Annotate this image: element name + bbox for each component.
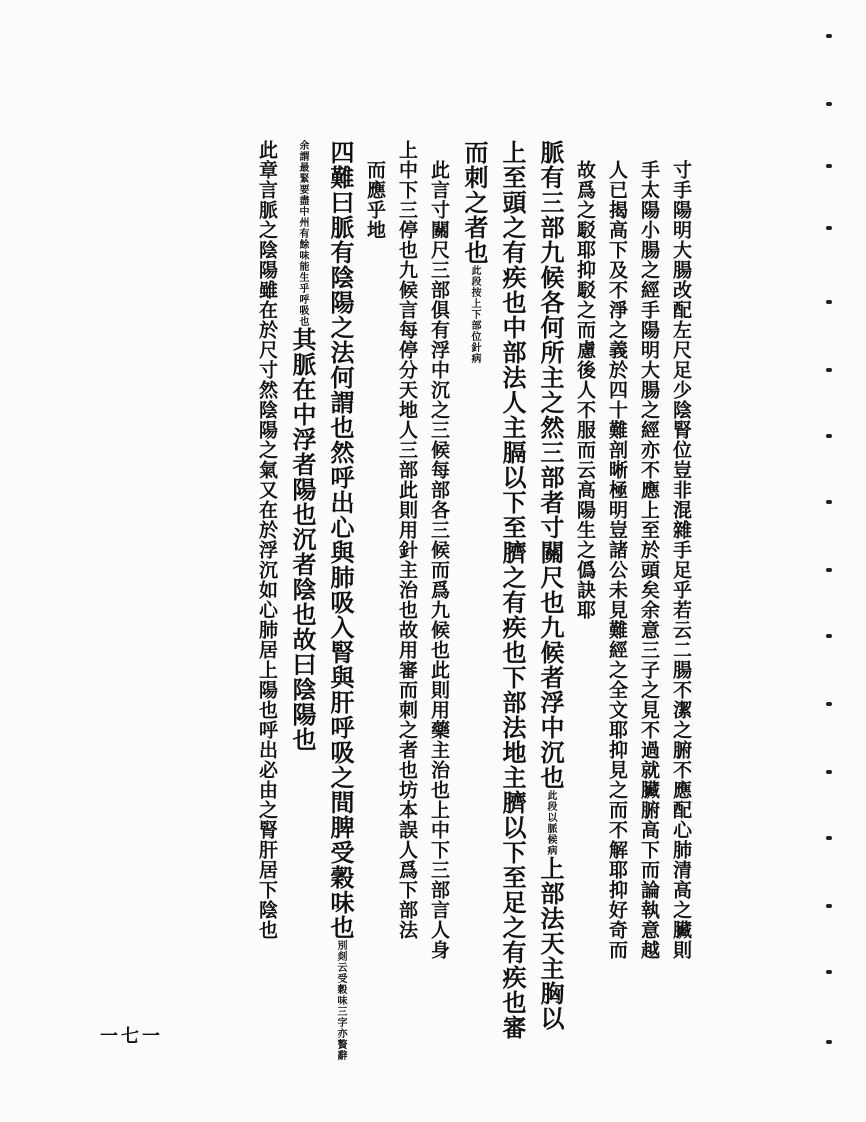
column-text: 四難曰脈有陰陽之法何謂也然呼出心與肺吸入腎與肝呼吸之間脾受穀味也	[326, 140, 355, 940]
text-column-8	[426, 140, 448, 1020]
margin-dot	[826, 300, 832, 304]
margin-dot	[826, 634, 832, 638]
margin-dot	[826, 702, 832, 706]
text-column-3	[604, 140, 626, 1020]
margin-dot	[826, 836, 832, 840]
text-column-4	[572, 140, 594, 1020]
column-text: 上中下三停也九候言每停分天地人三部此則用針主治也故用審而刺之者也坊本誤人爲下部法	[396, 140, 418, 940]
column-text: 人已揭高下及不淨之義於四十難剖晰極明豈諸公未見難經之全文耶抑見之而不解耶抑好奇而	[606, 160, 628, 960]
inline-note: 別剡云受穀味三字亦贅辭	[335, 940, 346, 1061]
column-text: 寸手陽明大腸改配左尺足少陰腎位豈非混雜手足乎若云二腸不潔之腑不應配心肺清高之臟則	[670, 160, 692, 960]
text-column-13	[254, 140, 276, 1000]
margin-marks	[820, 30, 840, 1070]
page-number: 一七一	[100, 1026, 163, 1047]
text-column-7	[458, 140, 489, 1000]
margin-dot	[826, 164, 832, 168]
column-text-tail: 上部法天主胸以	[536, 856, 565, 1031]
text-column-5	[534, 140, 565, 1031]
text-column-6	[496, 140, 527, 1040]
margin-dot	[826, 34, 832, 38]
text-column-2	[636, 140, 658, 1020]
column-text: 而應乎地	[364, 160, 386, 240]
column-text: 此章言脈之陰陽雖在於尺寸然陰陽之氣又在於浮沉如心肺居上陽也呼出必由之腎肝居下陰也	[256, 140, 278, 940]
column-text: 而刺之者也	[460, 140, 489, 265]
margin-dot	[826, 904, 832, 908]
column-text: 上至頭之有疾也中部法人主膈以下至臍之有疾也下部法地主臍以下至足之有疾也審	[498, 140, 527, 1040]
margin-dot	[826, 102, 832, 106]
column-text: 故爲之駁耶抑駁之而慮後人不服而云高陽生之僞訣耶	[574, 160, 596, 620]
column-text: 手太陽小腸之經手陽明大腸之經亦不應上至於頭矣余意三子之見不過就臟腑高下而論執意越	[638, 160, 660, 960]
column-text-tail: 其脈在中浮者陽也沉者陰也故曰陰陽也	[288, 327, 317, 752]
text-column-11	[324, 140, 355, 1061]
margin-dot	[826, 500, 832, 504]
margin-dot	[826, 226, 832, 230]
inline-note: 此段按上下部位針病	[469, 265, 480, 364]
margin-dot	[826, 568, 832, 572]
text-column-12	[286, 140, 317, 1000]
text-column-1	[668, 140, 690, 1020]
column-text: 此言寸關尺三部俱有浮中沉之三候每部各三候而爲九候也此則用藥主治也上中下三部言人身	[428, 160, 450, 960]
text-column-9	[394, 140, 416, 1000]
margin-dot	[826, 368, 832, 372]
inline-note: 此段以脈候病	[545, 790, 556, 856]
inline-note: 余謂最緊要盡中州有餘味能生乎呼吸也	[297, 140, 308, 327]
margin-dot	[826, 970, 832, 974]
margin-dot	[826, 434, 832, 438]
margin-dot	[826, 1040, 832, 1044]
margin-dot	[826, 770, 832, 774]
column-text: 脈有三部九候各何所主之然三部者寸關尺也九候者浮中沉也	[536, 140, 565, 790]
text-column-10	[362, 140, 384, 1020]
